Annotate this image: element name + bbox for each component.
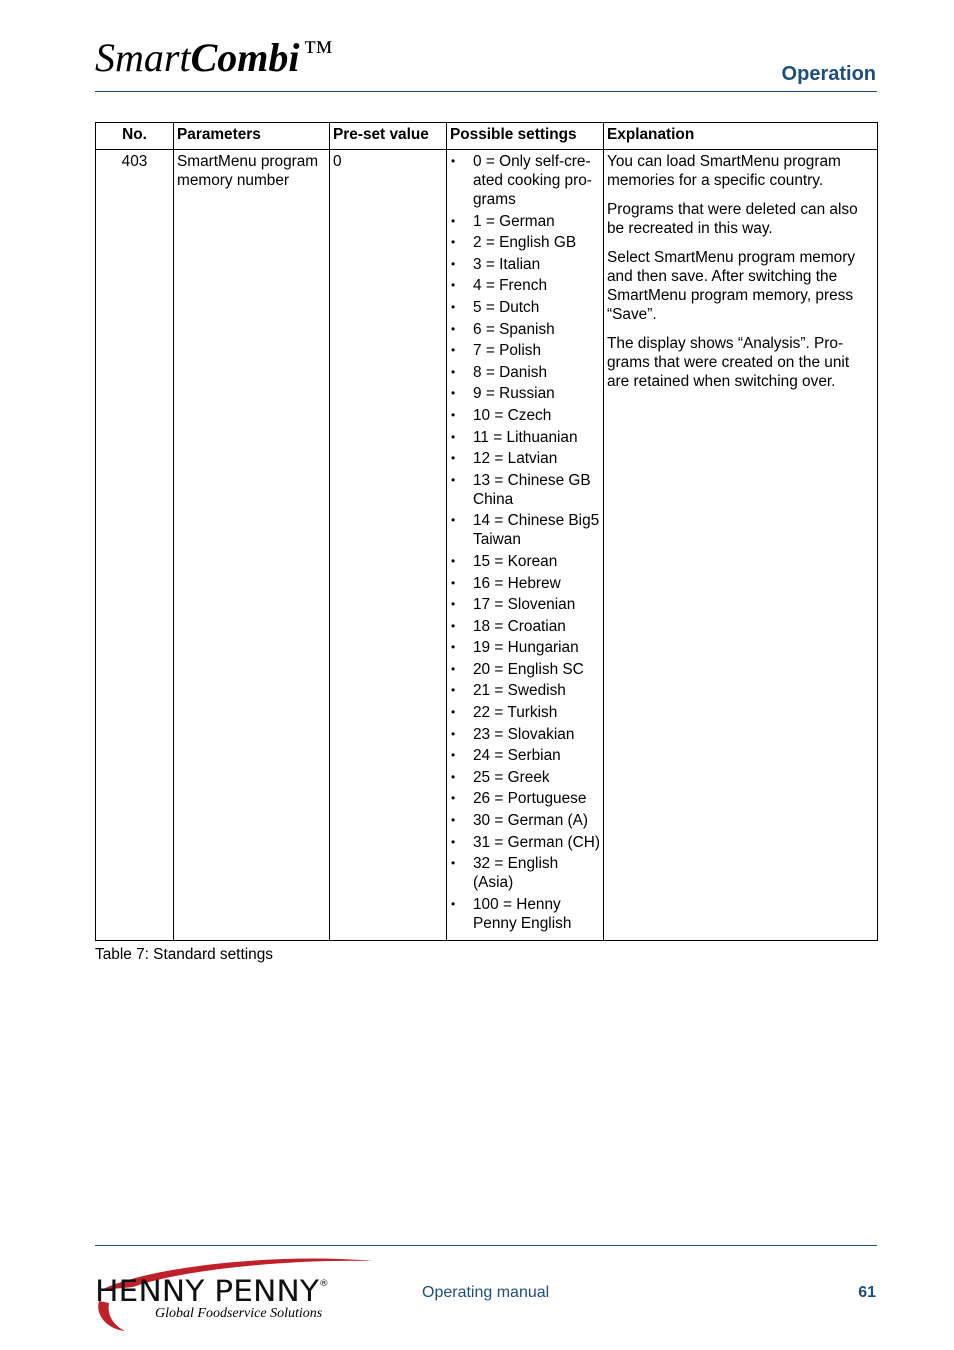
bullet-icon: • xyxy=(451,154,456,168)
list-item xyxy=(450,681,600,700)
list-item xyxy=(450,428,600,447)
setting-option: 26 = Portuguese xyxy=(473,790,587,808)
bullet-icon: • xyxy=(451,896,456,911)
column-header-parameters: Parameters xyxy=(174,123,330,150)
list-item xyxy=(450,638,600,657)
list-item xyxy=(450,595,600,614)
bullet-icon: • xyxy=(451,213,456,228)
bullet-icon: • xyxy=(451,726,456,741)
setting-option: 18 = Croatian xyxy=(473,617,566,635)
setting-option: 16 = Hebrew xyxy=(473,574,561,592)
cell-settings xyxy=(447,150,604,941)
list-item xyxy=(450,895,600,933)
list-item xyxy=(450,660,600,679)
explanation-paragraph: Programs that were deleted can also be recreated in this way. xyxy=(607,201,858,237)
bullet-icon: • xyxy=(451,856,456,871)
bullet-icon: • xyxy=(451,343,456,358)
list-item xyxy=(450,833,600,852)
logo-tagline: Global Foodservice Solutions xyxy=(155,1306,323,1321)
bullet-icon: • xyxy=(451,834,456,849)
section-title: Operation xyxy=(781,63,876,85)
column-header-explanation: Explanation xyxy=(604,123,878,150)
column-header-no: No. xyxy=(96,123,174,150)
bullet-icon: • xyxy=(451,407,456,422)
list-item xyxy=(450,406,600,425)
setting-option: 7 = Polish xyxy=(473,342,542,360)
bullet-icon: • xyxy=(451,278,456,293)
setting-option: 25 = Greek xyxy=(473,768,550,786)
bullet-icon: • xyxy=(451,597,456,612)
list-item xyxy=(450,212,600,231)
footer-manual-label: Operating manual xyxy=(422,1284,550,1301)
setting-option: 32 = English (Asia) xyxy=(473,855,559,892)
setting-option: 10 = Czech xyxy=(473,406,552,424)
list-item xyxy=(450,341,600,360)
bullet-icon: • xyxy=(451,575,456,590)
setting-option: 100 = Henny Penny English xyxy=(473,895,572,932)
bullet-icon: • xyxy=(451,364,456,379)
bullet-icon: • xyxy=(451,813,456,828)
bullet-icon: • xyxy=(451,472,456,487)
cell-parameter: SmartMenu program memory number xyxy=(174,150,330,941)
list-item xyxy=(450,746,600,765)
setting-option: 19 = Hungarian xyxy=(473,639,579,657)
brand-title xyxy=(95,34,333,86)
setting-option: 0 = Only self-cre-ated cooking pro-grams xyxy=(473,153,592,208)
setting-option: 9 = Russian xyxy=(473,385,555,403)
list-item xyxy=(450,363,600,382)
setting-option: 31 = German (CH) xyxy=(473,833,601,851)
setting-option: 24 = Serbian xyxy=(473,747,561,765)
registered-mark: ® xyxy=(318,1279,329,1289)
setting-option: 20 = English SC xyxy=(473,660,584,678)
list-item xyxy=(450,854,600,892)
brand-combi: Combi xyxy=(190,35,300,80)
list-item xyxy=(450,384,600,403)
bullet-icon: • xyxy=(451,299,456,314)
setting-option: 8 = Danish xyxy=(473,363,548,381)
setting-option: 17 = Slovenian xyxy=(473,596,576,614)
bullet-icon: • xyxy=(451,791,456,806)
table-header-row xyxy=(96,123,878,150)
settings-list xyxy=(450,152,600,937)
table-caption: Table 7: Standard settings xyxy=(95,946,273,963)
setting-option: 15 = Korean xyxy=(473,552,558,570)
bullet-icon: • xyxy=(451,640,456,655)
setting-option: 1 = German xyxy=(473,212,555,230)
cell-preset: 0 xyxy=(330,150,447,941)
list-item xyxy=(450,276,600,295)
bullet-icon: • xyxy=(451,235,456,250)
setting-option: 13 = Chinese GB China xyxy=(473,471,591,508)
bullet-icon: • xyxy=(451,769,456,784)
list-item xyxy=(450,703,600,722)
setting-option: 12 = Latvian xyxy=(473,450,558,468)
setting-option: 22 = Turkish xyxy=(473,704,558,722)
explanation-paragraph: The display shows “Analysis”. Pro-grams that were created on the unit are retained when switching over. xyxy=(607,335,850,390)
list-item xyxy=(450,298,600,317)
footer-rule xyxy=(95,1245,877,1246)
setting-option: 23 = Slovakian xyxy=(473,725,575,743)
bullet-icon: • xyxy=(451,748,456,763)
list-item xyxy=(450,574,600,593)
setting-option: 5 = Dutch xyxy=(473,298,540,316)
setting-option: 2 = English GB xyxy=(473,234,577,252)
standard-settings-table xyxy=(95,122,878,941)
list-item xyxy=(450,471,600,509)
trademark-symbol: ™ xyxy=(303,35,333,68)
page-number: 61 xyxy=(858,1284,876,1301)
explanation-paragraph: You can load SmartMenu program memories for a specific country. xyxy=(607,153,841,189)
bullet-icon: • xyxy=(451,386,456,401)
list-item xyxy=(450,152,600,209)
henny-penny-logo xyxy=(95,1274,329,1308)
list-item xyxy=(450,233,600,252)
list-item xyxy=(450,768,600,787)
column-header-preset: Pre-set value xyxy=(330,123,447,150)
list-item xyxy=(450,511,600,549)
list-item xyxy=(450,789,600,808)
list-item xyxy=(450,725,600,744)
column-header-settings: Possible settings xyxy=(447,123,604,150)
bullet-icon: • xyxy=(451,705,456,720)
brand-smart: Smart xyxy=(95,35,191,80)
setting-option: 6 = Spanish xyxy=(473,320,555,338)
logo-wordmark: HENNY PENNY xyxy=(95,1274,319,1308)
bullet-icon: • xyxy=(451,553,456,568)
bullet-icon: • xyxy=(451,618,456,633)
bullet-icon: • xyxy=(451,451,456,466)
bullet-icon: • xyxy=(451,683,456,698)
list-item xyxy=(450,552,600,571)
list-item xyxy=(450,811,600,830)
list-item xyxy=(450,320,600,339)
explanation-paragraph: Select SmartMenu program memory and then save. After switching the SmartMenu program memory, press “Save”. xyxy=(607,249,856,323)
table-row xyxy=(96,150,878,941)
setting-option: 14 = Chinese Big5 Taiwan xyxy=(473,512,600,549)
setting-option: 11 = Lithuanian xyxy=(473,428,578,446)
setting-option: 4 = French xyxy=(473,277,547,295)
bullet-icon: • xyxy=(451,256,456,271)
bullet-icon: • xyxy=(451,429,456,444)
bullet-icon: • xyxy=(451,513,456,528)
cell-no: 403 xyxy=(96,150,174,941)
list-item xyxy=(450,255,600,274)
bullet-icon: • xyxy=(451,661,456,676)
cell-explanation xyxy=(604,150,878,941)
list-item xyxy=(450,617,600,636)
setting-option: 30 = German (A) xyxy=(473,812,589,830)
bullet-icon: • xyxy=(451,321,456,336)
setting-option: 3 = Italian xyxy=(473,255,541,273)
header-rule xyxy=(95,91,877,92)
list-item xyxy=(450,449,600,468)
setting-option: 21 = Swedish xyxy=(473,682,566,700)
